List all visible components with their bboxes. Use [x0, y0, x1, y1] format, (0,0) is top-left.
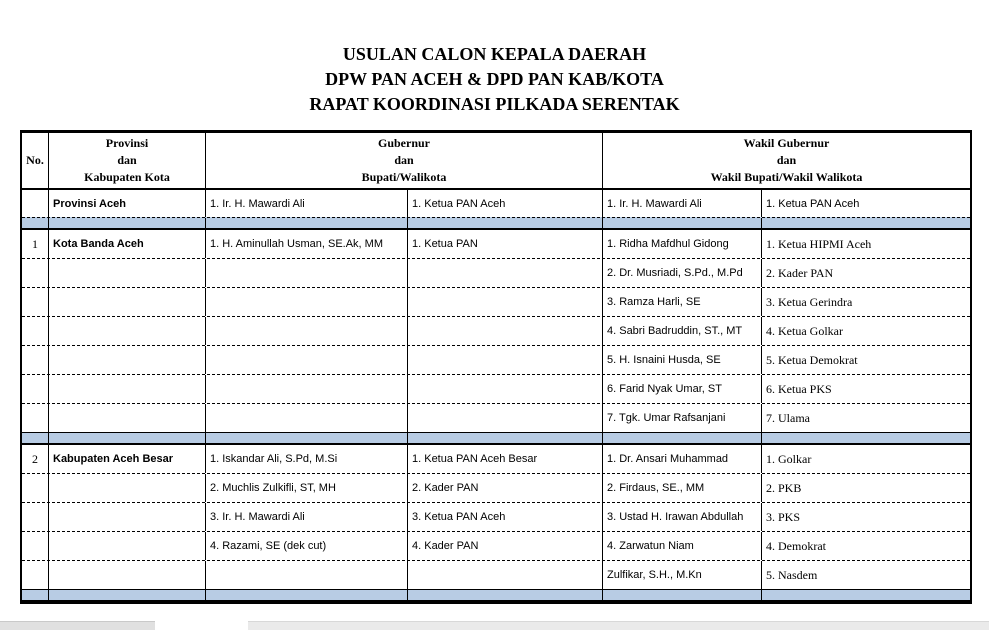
cell-no	[22, 404, 48, 432]
cell-wakil-position: 7. Ulama	[761, 404, 970, 432]
cell-gubernur-position	[407, 404, 602, 432]
table-body	[22, 190, 970, 602]
cell-wakil-position: 4. Demokrat	[761, 532, 970, 560]
cell-wakil-position: 1. Golkar	[761, 445, 970, 473]
header-region: Provinsi dan Kabupaten Kota	[48, 133, 205, 188]
cell-wakil-name: 4. Sabri Badruddin, ST., MT	[602, 317, 761, 345]
cell-region: Provinsi Aceh	[48, 190, 205, 217]
cell-region	[48, 346, 205, 374]
table-row	[22, 445, 970, 474]
cell-wakil-name: 5. H. Isnaini Husda, SE	[602, 346, 761, 374]
cell-wakil-position: 1. Ketua HIPMI Aceh	[761, 230, 970, 258]
separator-band-cell	[761, 433, 970, 443]
candidates-table	[20, 130, 972, 604]
cell-wakil-position: 1. Ketua PAN Aceh	[761, 190, 970, 217]
cell-wakil-position: 3. PKS	[761, 503, 970, 531]
cell-gubernur-position	[407, 259, 602, 287]
cell-wakil-position: 4. Ketua Golkar	[761, 317, 970, 345]
table-row	[22, 346, 970, 375]
cell-gubernur-name	[205, 561, 407, 589]
section-separator-band	[22, 217, 970, 230]
cell-region	[48, 561, 205, 589]
separator-band-cell	[602, 433, 761, 443]
cell-wakil-name: 3. Ramza Harli, SE	[602, 288, 761, 316]
cell-region	[48, 375, 205, 403]
cell-no: 1	[32, 236, 38, 251]
table-row	[22, 474, 970, 503]
cell-gubernur-name	[205, 404, 407, 432]
title-line-3: RAPAT KOORDINASI PILKADA SERENTAK	[309, 94, 680, 114]
section-separator-band	[22, 432, 970, 445]
cell-wakil-position: 6. Ketua PKS	[761, 375, 970, 403]
table-row	[22, 561, 970, 589]
cell-gubernur-name	[205, 259, 407, 287]
table-row	[22, 288, 970, 317]
cell-wakil-position: 5. Nasdem	[761, 561, 970, 589]
cell-gubernur-name: 1. Ir. H. Mawardi Ali	[205, 190, 407, 217]
cell-no	[22, 346, 48, 374]
cell-wakil-name: Zulfikar, S.H., M.Kn	[602, 561, 761, 589]
table-row	[22, 230, 970, 259]
separator-band-cell	[761, 218, 970, 228]
title-line-1: USULAN CALON KEPALA DAERAH	[342, 44, 647, 64]
separator-band-cell	[22, 433, 48, 443]
cell-gubernur-name: 3. Ir. H. Mawardi Ali	[205, 503, 407, 531]
separator-band-cell	[205, 433, 407, 443]
separator-band-cell	[205, 218, 407, 228]
separator-band-cell	[407, 590, 602, 600]
cell-gubernur-name	[205, 288, 407, 316]
cell-gubernur-name: 1. H. Aminullah Usman, SE.Ak, MM	[205, 230, 407, 258]
table-row	[22, 259, 970, 288]
cell-wakil-name: 3. Ustad H. Irawan Abdullah	[602, 503, 761, 531]
cell-gubernur-name: 4. Razami, SE (dek cut)	[205, 532, 407, 560]
cell-gubernur-position: 3. Ketua PAN Aceh	[407, 503, 602, 531]
cell-wakil-position: 5. Ketua Demokrat	[761, 346, 970, 374]
cell-wakil-position: 2. Kader PAN	[761, 259, 970, 287]
cell-region	[48, 503, 205, 531]
cell-gubernur-position: 4. Kader PAN	[407, 532, 602, 560]
cell-gubernur-name	[205, 317, 407, 345]
cell-region	[48, 404, 205, 432]
separator-band-cell	[48, 433, 205, 443]
cell-region	[48, 259, 205, 287]
separator-band-cell	[48, 218, 205, 228]
cell-region: Kota Banda Aceh	[48, 230, 205, 258]
header-gubernur: Gubernur dan Bupati/Walikota	[205, 133, 602, 188]
cell-wakil-name: 1. Ir. H. Mawardi Ali	[602, 190, 761, 217]
section-separator-band	[22, 589, 970, 602]
cell-wakil-name: 1. Ridha Mafdhul Gidong	[602, 230, 761, 258]
cell-wakil-name: 4. Zarwatun Niam	[602, 532, 761, 560]
scrollbar-gap	[155, 621, 248, 629]
cell-gubernur-position: 1. Ketua PAN Aceh	[407, 190, 602, 217]
cell-region	[48, 474, 205, 502]
cell-no	[22, 375, 48, 403]
cell-region	[48, 288, 205, 316]
table-header-row	[22, 133, 970, 190]
table-row	[22, 317, 970, 346]
cell-region: Kabupaten Aceh Besar	[48, 445, 205, 473]
cell-wakil-position: 2. PKB	[761, 474, 970, 502]
cell-gubernur-position: 1. Ketua PAN	[407, 230, 602, 258]
table-row	[22, 404, 970, 432]
separator-band-cell	[22, 590, 48, 600]
cell-gubernur-name: 1. Iskandar Ali, S.Pd, M.Si	[205, 445, 407, 473]
title-line-2: DPW PAN ACEH & DPD PAN KAB/KOTA	[325, 69, 664, 89]
separator-band-cell	[407, 218, 602, 228]
cell-gubernur-position: 2. Kader PAN	[407, 474, 602, 502]
cell-gubernur-position	[407, 346, 602, 374]
document-title	[0, 42, 989, 117]
cell-wakil-name: 2. Firdaus, SE., MM	[602, 474, 761, 502]
cell-gubernur-name	[205, 375, 407, 403]
cell-gubernur-position	[407, 288, 602, 316]
cell-no	[22, 561, 48, 589]
separator-band-cell	[602, 218, 761, 228]
cell-wakil-name: 7. Tgk. Umar Rafsanjani	[602, 404, 761, 432]
cell-no	[22, 259, 48, 287]
separator-band-cell	[48, 590, 205, 600]
header-wakil: Wakil Gubernur dan Wakil Bupati/Wakil Walikota	[602, 133, 970, 188]
header-no: No.	[26, 153, 44, 167]
cell-no	[22, 532, 48, 560]
separator-band-cell	[761, 590, 970, 600]
cell-gubernur-position	[407, 317, 602, 345]
cell-wakil-name: 6. Farid Nyak Umar, ST	[602, 375, 761, 403]
separator-band-cell	[22, 218, 48, 228]
cell-wakil-position: 3. Ketua Gerindra	[761, 288, 970, 316]
cell-no	[22, 474, 48, 502]
cell-no: 2	[32, 451, 38, 466]
cell-wakil-name: 1. Dr. Ansari Muhammad	[602, 445, 761, 473]
cell-no	[22, 317, 48, 345]
cell-gubernur-name: 2. Muchlis Zulkifli, ST, MH	[205, 474, 407, 502]
table-row	[22, 503, 970, 532]
cell-gubernur-name	[205, 346, 407, 374]
bottom-scrollbar	[0, 621, 989, 629]
cell-region	[48, 532, 205, 560]
separator-band-cell	[407, 433, 602, 443]
separator-band-cell	[602, 590, 761, 600]
separator-band-cell	[205, 590, 407, 600]
cell-gubernur-position	[407, 375, 602, 403]
cell-no	[22, 503, 48, 531]
cell-gubernur-position: 1. Ketua PAN Aceh Besar	[407, 445, 602, 473]
table-row	[22, 375, 970, 404]
cell-wakil-name: 2. Dr. Musriadi, S.Pd., M.Pd	[602, 259, 761, 287]
cell-gubernur-position	[407, 561, 602, 589]
table-row	[22, 190, 970, 217]
table-row	[22, 532, 970, 561]
cell-region	[48, 317, 205, 345]
cell-no	[22, 288, 48, 316]
cell-no	[22, 190, 48, 217]
